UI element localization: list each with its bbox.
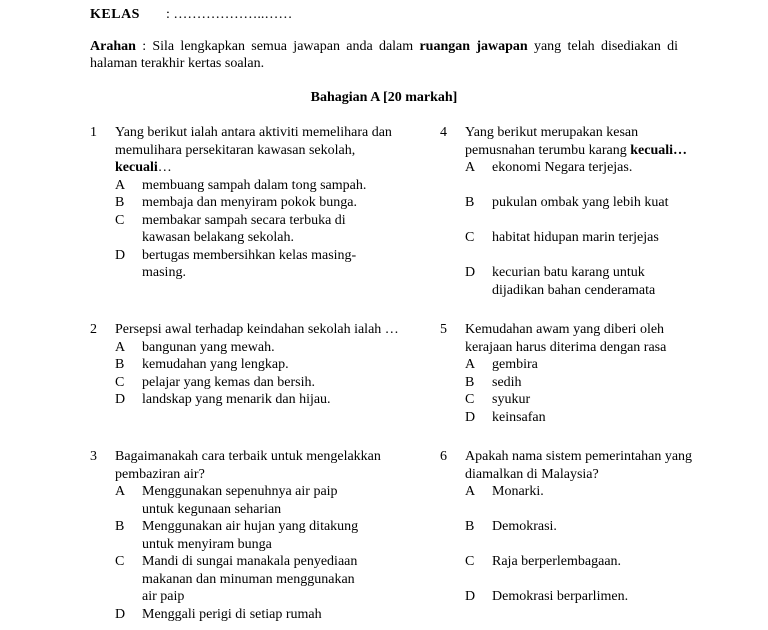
arahan-text-3: yang telah disediakan di halaman terakhir kertas soalan.: [90, 38, 679, 71]
question-6-option-A: [465, 483, 695, 501]
question-4-option-D: [465, 264, 695, 299]
question-5-option-C: [465, 391, 695, 409]
question-6-option-C: [465, 553, 695, 571]
question-1: [90, 124, 440, 299]
option-text: keinsafan: [492, 409, 546, 425]
option-letter: D: [465, 409, 476, 425]
option-letter: D: [115, 392, 126, 407]
question-text-part: Persepsi awal terhadap keindahan sekolah ialah …: [115, 322, 399, 337]
option-letter: A: [465, 160, 476, 175]
option-letter: A: [115, 339, 126, 355]
question-6-option-D: [465, 588, 695, 606]
question-3-option-C: [115, 553, 413, 606]
question-body: [115, 124, 413, 282]
question-text: [465, 321, 695, 356]
arahan-label: Arahan: [90, 38, 136, 54]
question-4-option-B: [465, 194, 695, 212]
option-text: kemudahan yang lengkap.: [142, 357, 289, 372]
option-letter: D: [465, 265, 476, 280]
question-3-option-B: [115, 518, 413, 553]
question-1-option-D: [115, 247, 413, 282]
option-text: Menggunakan air hujan yang ditakung untuk menyiram bunga: [142, 519, 359, 552]
question-text: [115, 124, 413, 177]
question-text-bold-part: kecuali…: [630, 142, 688, 158]
question-body: [115, 448, 413, 623]
question-3-option-D: [115, 606, 413, 624]
question-number: 4: [440, 125, 447, 140]
option-text: habitat hidupan marin terjejas: [492, 230, 659, 245]
question-2-option-C: [115, 374, 413, 392]
question-5: [440, 321, 702, 426]
option-letter: B: [465, 195, 475, 210]
option-text: pukulan ombak yang lebih kuat: [492, 195, 669, 210]
question-body: [465, 321, 695, 426]
arahan-paragraph: [90, 38, 678, 73]
option-text: gembira: [492, 357, 538, 372]
question-4-option-A: [465, 159, 695, 177]
question-text-part: Yang berikut ialah antara aktiviti memelihara dan memulihara persekitaran kawasan sekolah,: [115, 125, 392, 158]
question-body: [465, 448, 695, 606]
question-5-option-B: [465, 374, 695, 392]
option-text: bangunan yang mewah.: [142, 339, 275, 355]
option-text: ekonomi Negara terjejas.: [492, 160, 633, 175]
question-4: [440, 124, 702, 299]
arahan-text-1: : Sila lengkapkan semua jawapan anda dalam: [135, 38, 420, 54]
question-1-option-C: [115, 212, 413, 247]
option-text: syukur: [492, 392, 531, 407]
option-text: pelajar yang kemas dan bersih.: [142, 374, 315, 390]
option-letter: A: [115, 484, 126, 499]
question-4-option-C: [465, 229, 695, 247]
question-5-option-D: [465, 409, 695, 427]
questions-grid: [90, 124, 702, 623]
question-5-option-A: [465, 356, 695, 374]
section-title: Bahagian A [20 markah]: [310, 89, 458, 105]
option-letter: A: [465, 484, 476, 499]
kelas-label: KELAS: [90, 7, 140, 22]
question-text-part: Apakah nama sistem pemerintahan yang diamalkan di Malaysia?: [465, 449, 693, 482]
option-letter: B: [465, 374, 475, 390]
option-letter: D: [115, 606, 126, 622]
option-text: Demokrasi berparlimen.: [492, 589, 629, 604]
question-text-part: Bagaimanakah cara terbaik untuk mengelakkan pembaziran air?: [115, 449, 381, 482]
option-letter: B: [465, 519, 475, 534]
question-text: [465, 124, 695, 159]
option-text: membaja dan menyiram pokok bunga.: [142, 195, 357, 210]
question-body: [115, 321, 413, 409]
option-letter: B: [115, 519, 125, 534]
option-text: membakar sampah secara terbuka di kawasan belakang sekolah.: [142, 212, 346, 245]
option-letter: C: [465, 392, 475, 407]
question-number: 5: [440, 322, 447, 337]
option-letter: C: [115, 554, 125, 569]
option-letter: C: [115, 212, 125, 228]
option-text: bertugas membersihkan kelas masing-masing.: [142, 247, 357, 280]
question-number: 2: [90, 322, 97, 337]
option-letter: B: [115, 195, 125, 210]
option-text: sedih: [492, 374, 522, 390]
question-6: [440, 448, 702, 623]
question-number: 1: [90, 125, 97, 140]
option-text: Raja berperlembagaan.: [492, 554, 622, 569]
question-text-part: …: [157, 160, 172, 175]
question-text: [465, 448, 695, 483]
kelas-answer-line: : ………………..……: [166, 7, 293, 22]
option-text: Mandi di sungai manakala penyediaan makanan dan minuman menggunakan air paip: [142, 554, 358, 604]
option-text: Menggunakan sepenuhnya air paip untuk kegunaan seharian: [142, 484, 338, 517]
kelas-row: [90, 6, 702, 24]
question-2-option-D: [115, 391, 413, 409]
option-letter: A: [465, 357, 476, 372]
option-text: Demokrasi.: [492, 519, 557, 534]
question-2-option-A: [115, 339, 413, 357]
question-2: [90, 321, 440, 426]
question-number: 6: [440, 449, 447, 464]
question-text-bold-part: kecuali: [115, 160, 158, 175]
option-letter: C: [465, 554, 475, 569]
option-letter: A: [115, 177, 126, 193]
question-text: [115, 448, 413, 483]
question-6-option-B: [465, 518, 695, 536]
option-text: membuang sampah dalam tong sampah.: [142, 177, 367, 193]
option-text: landskap yang menarik dan hijau.: [142, 392, 331, 407]
option-letter: C: [465, 230, 475, 245]
question-body: [465, 124, 695, 299]
option-letter: D: [465, 589, 476, 604]
question-number: 3: [90, 449, 97, 464]
option-letter: D: [115, 247, 126, 263]
question-1-option-A: [115, 177, 413, 195]
option-text: Menggali perigi di setiap rumah: [142, 606, 322, 622]
option-text: Monarki.: [492, 484, 544, 499]
arahan-bold-phrase: ruangan jawapan: [419, 38, 528, 54]
option-letter: C: [115, 374, 125, 390]
option-letter: B: [115, 357, 125, 372]
question-2-option-B: [115, 356, 413, 374]
question-text-part: Yang berikut merupakan kesan pemusnahan terumbu karang: [465, 125, 639, 158]
question-3-option-A: [115, 483, 413, 518]
question-1-option-B: [115, 194, 413, 212]
question-3: [90, 448, 440, 623]
question-text-part: Kemudahan awam yang diberi oleh kerajaan harus diterima dengan rasa: [465, 322, 667, 355]
question-text: [115, 321, 413, 339]
option-text: kecurian batu karang untuk dijadikan bahan cenderamata: [492, 265, 656, 298]
